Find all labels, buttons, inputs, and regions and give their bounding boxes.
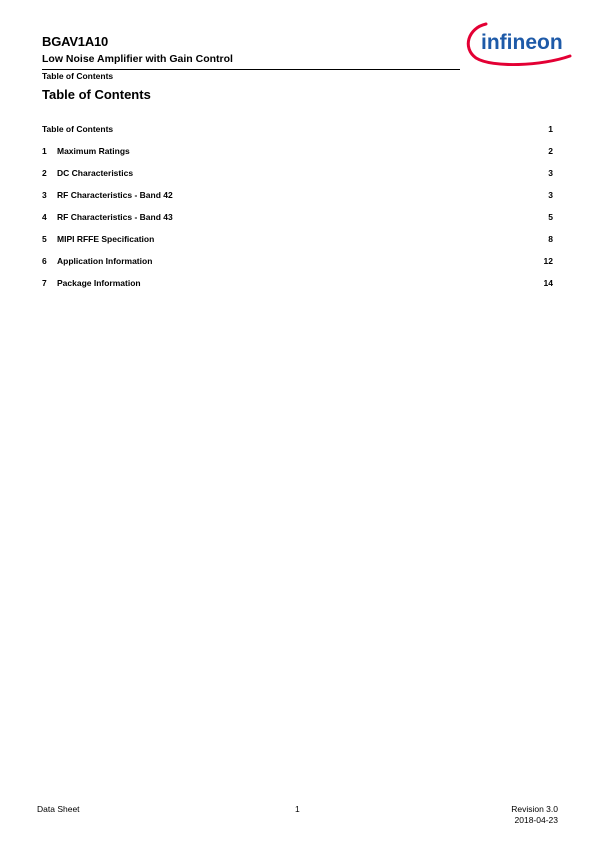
- toc-entry-label: Package Information: [57, 278, 141, 288]
- footer-document-type: Data Sheet: [37, 804, 80, 814]
- toc-entry-page: 8: [548, 234, 553, 244]
- toc-entry-rf-band-42[interactable]: [42, 190, 553, 212]
- toc-entry-number: 7: [42, 278, 47, 288]
- header-divider: [42, 69, 460, 70]
- toc-entry-package-information[interactable]: [42, 278, 553, 300]
- toc-entry-page: 1: [548, 124, 553, 134]
- toc-entry-label: Maximum Ratings: [57, 146, 130, 156]
- toc-entry-page: 5: [548, 212, 553, 222]
- page-heading: Table of Contents: [42, 87, 151, 102]
- document-title: BGAV1A10: [42, 34, 109, 49]
- toc-entry-label: MIPI RFFE Specification: [57, 234, 155, 244]
- toc-entry-page: 2: [548, 146, 553, 156]
- toc-entry-dc-characteristics[interactable]: [42, 168, 553, 190]
- toc-entry-page: 3: [548, 190, 553, 200]
- table-of-contents: [42, 124, 553, 300]
- toc-entry-number: 1: [42, 146, 47, 156]
- toc-entry-mipi-rffe[interactable]: [42, 234, 553, 256]
- toc-entry-number: 5: [42, 234, 47, 244]
- toc-entry-page: 3: [548, 168, 553, 178]
- toc-entry-table-of-contents[interactable]: [42, 124, 553, 146]
- footer-revision: Revision 3.0: [511, 804, 558, 814]
- infineon-logo: [462, 16, 574, 66]
- toc-entry-maximum-ratings[interactable]: [42, 146, 553, 168]
- toc-entry-rf-band-43[interactable]: [42, 212, 553, 234]
- toc-entry-label: DC Characteristics: [57, 168, 134, 178]
- footer-date: 2018-04-23: [514, 815, 558, 825]
- toc-entry-label: Table of Contents: [42, 124, 114, 134]
- toc-entry-label: RF Characteristics - Band 43: [57, 212, 173, 222]
- toc-entry-label: RF Characteristics - Band 42: [57, 190, 173, 200]
- footer-page-number: 1: [295, 804, 300, 814]
- running-section-title: Table of Contents: [42, 71, 114, 81]
- toc-entry-page: 12: [543, 256, 553, 266]
- toc-entry-page: 14: [543, 278, 553, 288]
- toc-entry-application-information[interactable]: [42, 256, 553, 278]
- logo-wordmark: infineon: [481, 31, 563, 54]
- document-subtitle: Low Noise Amplifier with Gain Control: [42, 53, 233, 65]
- toc-entry-label: Application Information: [57, 256, 153, 266]
- toc-entry-number: 4: [42, 212, 47, 222]
- footer-revision-block: [511, 804, 558, 826]
- toc-entry-number: 6: [42, 256, 47, 266]
- toc-entry-number: 3: [42, 190, 47, 200]
- toc-entry-number: 2: [42, 168, 47, 178]
